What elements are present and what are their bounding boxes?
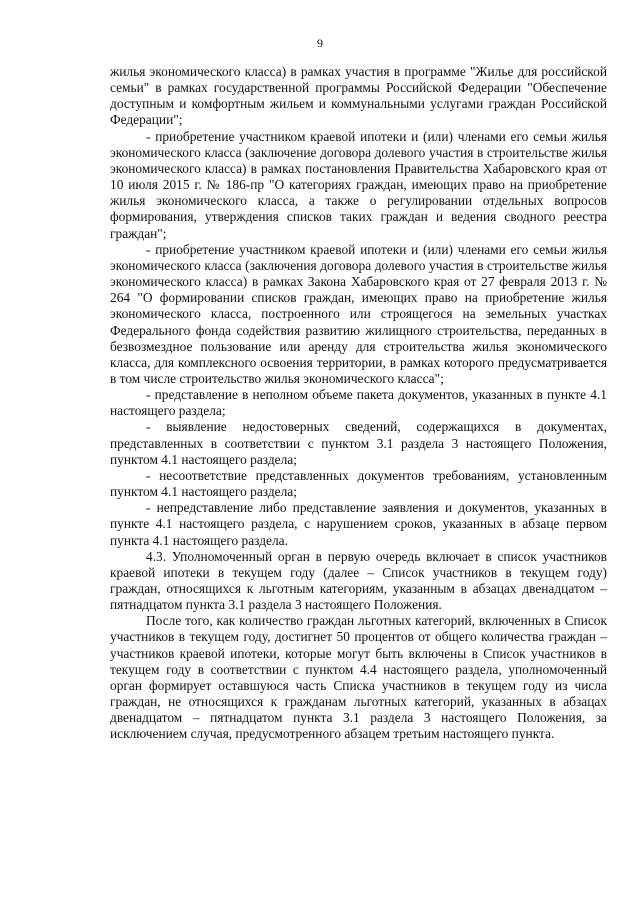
paragraph-list-item-false-information: - выявление недостоверных сведений, содержащихся в документах, представленных в соответствии с пунктом 3.1 раздела 3 настоящего Положения, пунктом 4.1 настоящего раздела;: [110, 419, 607, 467]
paragraph-list-item-law-264: - приобретение участником краевой ипотеки и (или) членами его семьи жилья экономического класса (заключения договора долевого участия в строительстве жилья экономического класса) в рамках Закона Хабаровского края от 27 февраля 2013 г. № 264 "О формировании списков граждан, имеющих право на приобретение жилья экономического класса, построенного или строящегося на земельных участках Федерального фонда содействия развитию жилищного строительства, переданных в безвозмездное пользование или аренду для строительства жилья экономического класса, для комплексного освоения территории, в рамках которого предусматривается в том числе строительство жилья экономического класса";: [110, 241, 607, 386]
paragraph-list-item-incomplete-documents: - представление в неполном объеме пакета документов, указанных в пункте 4.1 настоящего раздела;: [110, 387, 607, 419]
page-number: 9: [317, 36, 323, 50]
paragraph-list-item-nonconformity: - несоответствие представленных документов требованиям, установленным пунктом 4.1 настоящего раздела;: [110, 467, 607, 500]
paragraph-list-item-late-submission: - непредставление либо представление заявления и документов, указанных в пункте 4.1 настоящего раздела, с нарушением сроков, указанных в абзаце первом пункта 4.1 настоящего раздела.: [110, 500, 607, 548]
paragraph-program-continuation: жилья экономического класса) в рамках участия в программе "Жилье для российской семьи" в рамках государственной программы Российской Федерации "Обеспечение доступным и комфортным жильем и коммунальными услугами граждан Российской Федерации";: [110, 64, 607, 128]
paragraph-preferential-quota: После того, как количество граждан льготных категорий, включенных в Список участников в текущем году, достигнет 50 процентов от общего количества граждан – участников краевой ипотеки, которые могут быть включены в Список участников в текущем году в соответствии с пунктом 4.4 настоящего раздела, уполномоченный орган формирует оставшуюся часть Списка участников в текущем году из числа граждан, не относящихся к гражданам льготных категорий, указанных в абзацах двенадцатом – пятнадцатом пункта 3.1 раздела 3 настоящего Положения, за исключением случая, предусмотренного абзацем третьим настоящего пункта.: [110, 613, 607, 742]
paragraph-clause-4-3: 4.3. Уполномоченный орган в первую очередь включает в список участников краевой ипотеки в текущем году (далее – Список участников в текущем году) граждан, относящихся к льготным категориям, указанным в абзацах двенадцатом – пятнадцатом пункта 3.1 раздела 3 настоящего Положения.: [110, 548, 607, 613]
paragraph-list-item-resolution-186: - приобретение участником краевой ипотеки и (или) членами его семьи жилья экономического класса (заключение договора долевого участия в строительстве жилья экономического класса) в рамках постановления Правительства Хабаровского края от 10 июля 2015 г. № 186-пр "О категориях граждан, имеющих право на приобретение жилья экономического класса, а также о регулировании отдельных вопросов формирования, утверждения списков таких граждан и ведения сводного реестра граждан";: [110, 128, 607, 241]
document-body: [110, 64, 607, 743]
